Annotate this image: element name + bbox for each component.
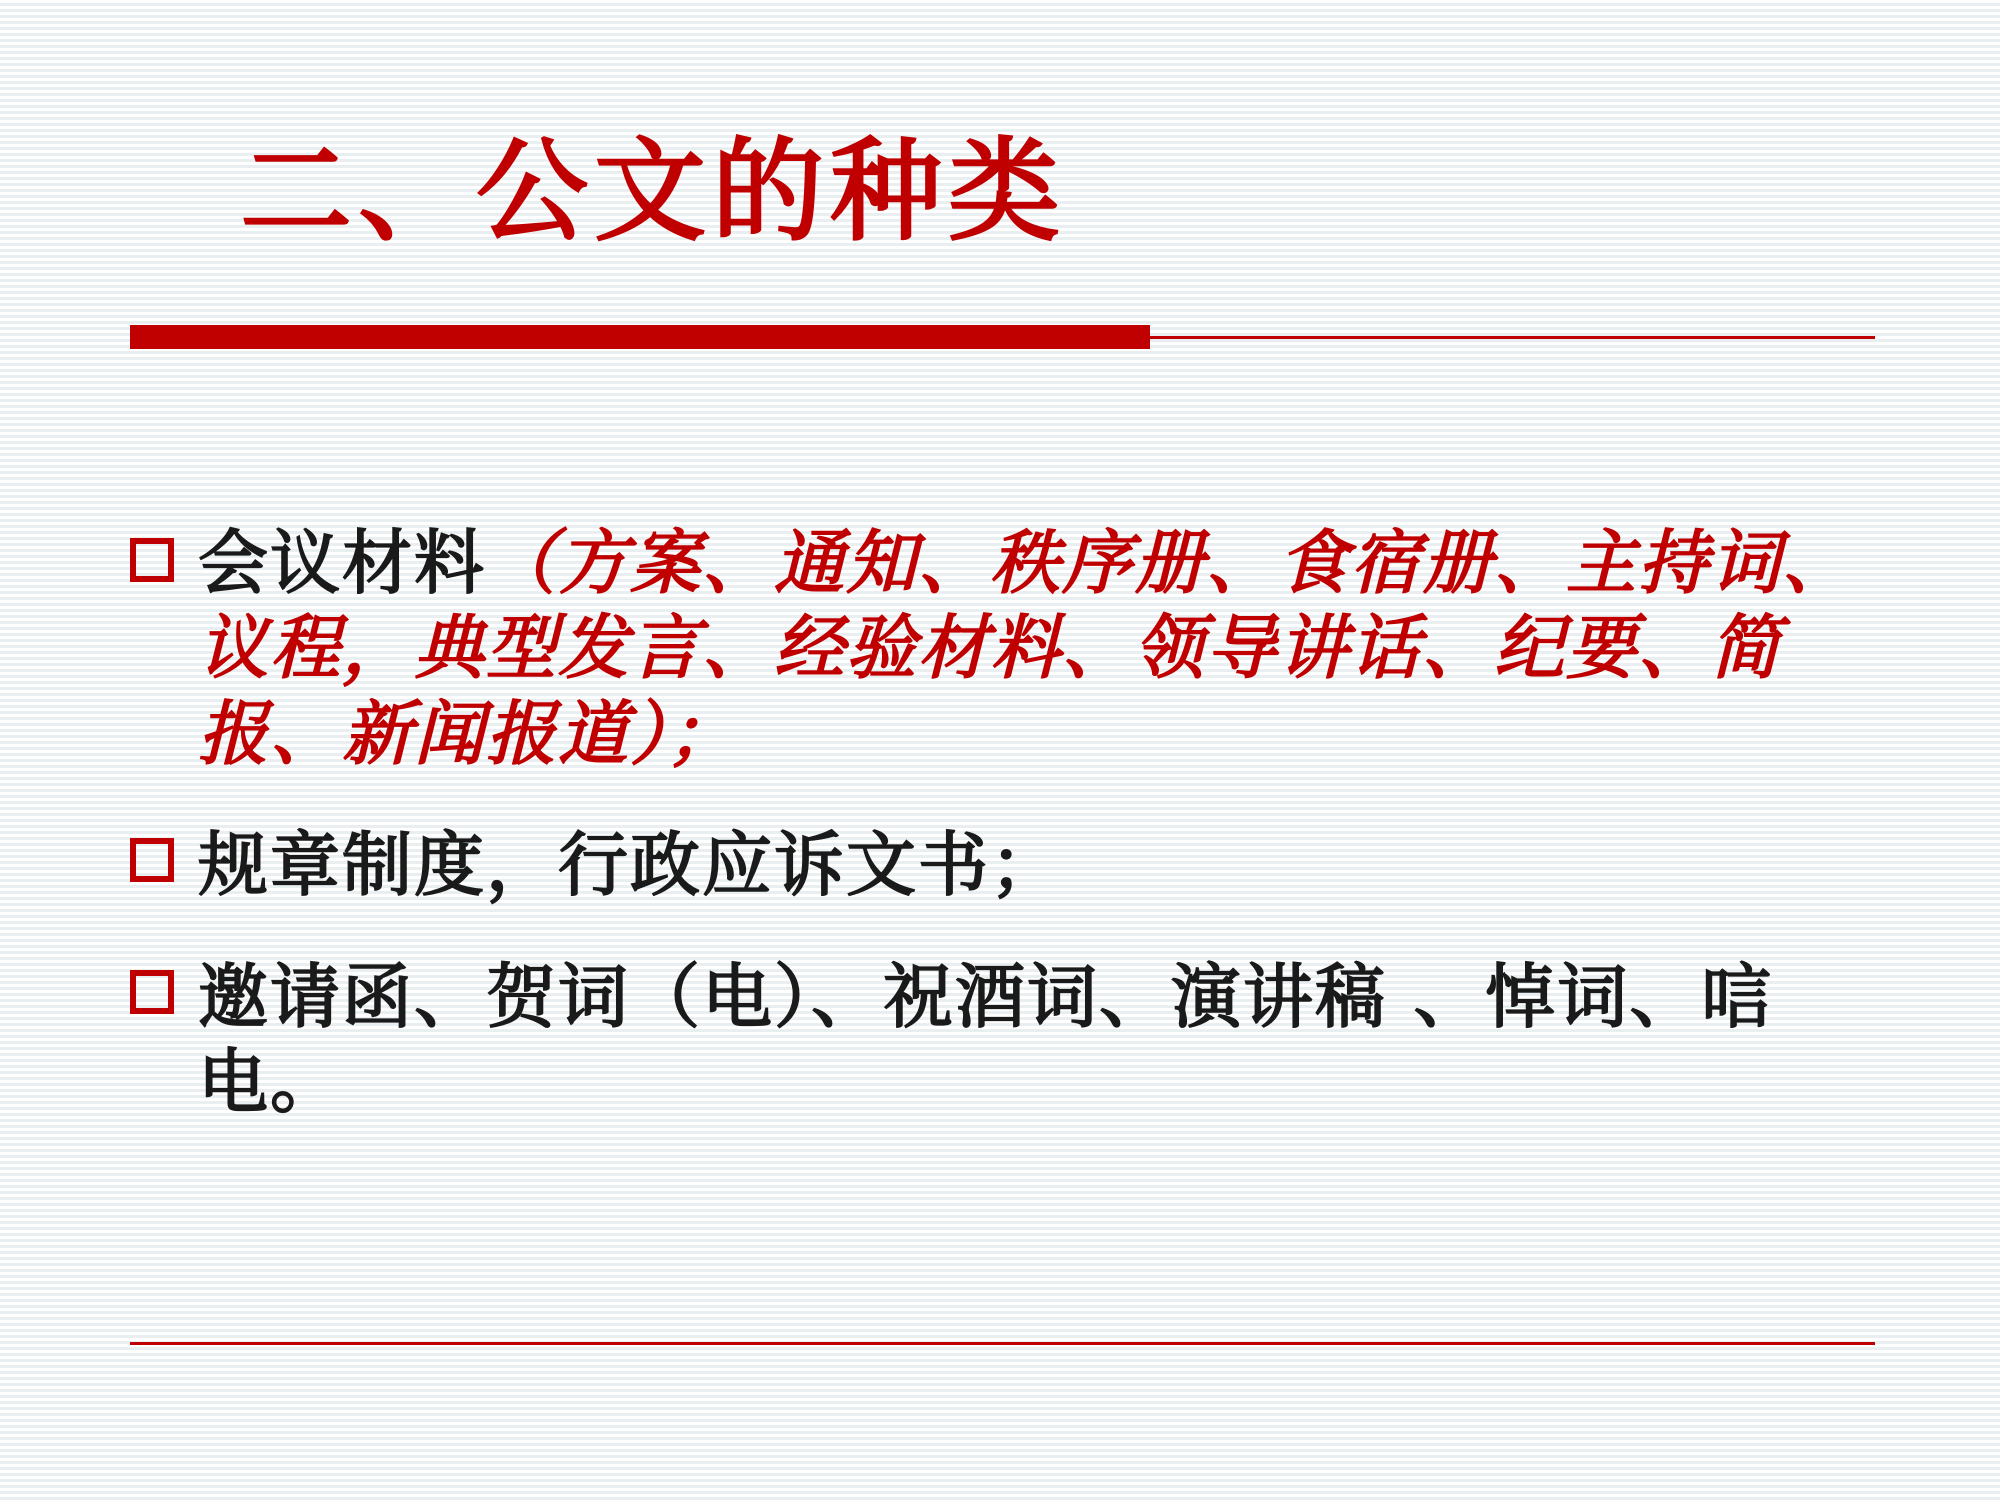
square-outline-marker-icon: [130, 538, 174, 582]
list-item-lead: 邀请函、贺词（电）、祝酒词、演讲稿 、悼词、唁电。: [198, 954, 1774, 1123]
list-item-detail: （方案、通知、秩序册、食宿册、主持词、议程，典型发言、经验材料、领导讲话、纪要、简报、新闻报道）；: [198, 521, 1854, 775]
title-underline-thick: [130, 325, 1150, 349]
page-title: 二、公文的种类: [240, 126, 1066, 257]
footer-divider: [130, 1342, 1875, 1345]
list-item-text: [198, 822, 1062, 907]
list-item-lead: 会议材料: [198, 521, 486, 604]
square-outline-marker-icon: [130, 838, 174, 882]
list-item-text: [198, 520, 1890, 776]
list-item: [130, 822, 1890, 907]
list-item-text: [198, 954, 1890, 1125]
square-outline-marker-icon: [130, 970, 174, 1014]
bullet-list: [130, 520, 1890, 1124]
list-item-lead: 规章制度，行政应诉文书；: [198, 823, 1062, 907]
list-item: [130, 954, 1890, 1125]
list-item: [130, 520, 1890, 776]
